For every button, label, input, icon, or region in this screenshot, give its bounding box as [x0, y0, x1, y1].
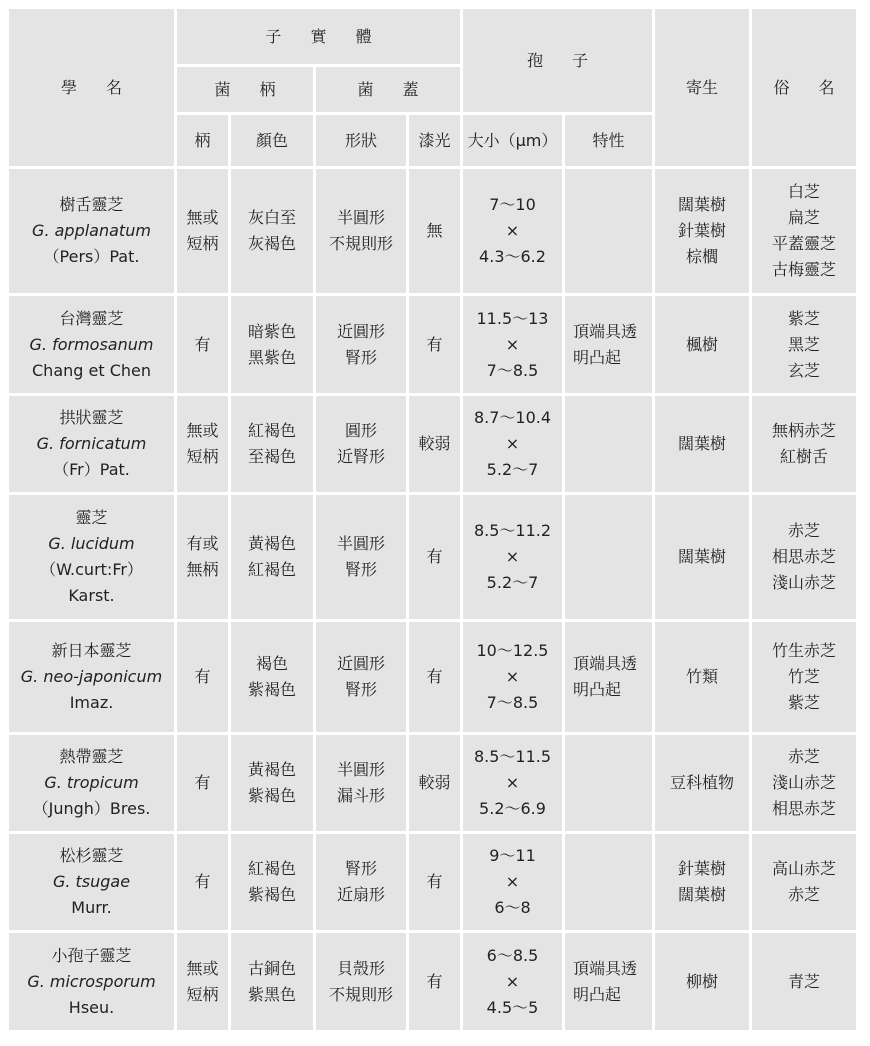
cell-color: [231, 622, 313, 732]
cell-line: 4.3～6.2: [479, 247, 546, 266]
cell-line: 明凸起: [573, 680, 622, 699]
cell-shape: [316, 834, 406, 930]
cell-line: 半圓形: [336, 760, 385, 779]
cell-line: 灰白至: [247, 208, 296, 227]
cell-line: 6～8.5: [486, 945, 539, 965]
cell-line: ×: [505, 872, 520, 891]
cell-common-name: [752, 396, 856, 492]
cell-line: 較弱: [418, 434, 451, 453]
cell-line: 楓樹: [685, 334, 718, 354]
cell-shape: [316, 622, 406, 732]
cell-line: 8.5～11.2: [473, 521, 552, 540]
cell-line: 有: [426, 971, 443, 991]
cell-line: 7～8.5: [486, 693, 539, 712]
cell-scientific-name: [9, 495, 174, 619]
cell-line: G. fornicatum: [36, 434, 147, 453]
cell-line: 紫褐色: [247, 786, 296, 805]
cell-host: [655, 296, 749, 393]
cell-line: 有: [194, 334, 211, 354]
cell-line: Murr.: [71, 898, 112, 917]
cell-line: （Pers）Pat.: [43, 247, 140, 266]
cell-spore-size: [463, 495, 562, 619]
cell-luster: [409, 396, 460, 492]
cell-scientific-name: [9, 933, 174, 1030]
cell-line: 有: [194, 872, 211, 891]
cell-line: 闊葉樹: [677, 547, 726, 566]
cell-line: ×: [505, 667, 520, 686]
cell-line: 熱帶靈芝: [59, 747, 124, 766]
cell-luster: [409, 735, 460, 831]
cell-line: Chang et Chen: [32, 360, 151, 380]
cell-line: 青芝: [787, 971, 820, 991]
cell-luster: [409, 622, 460, 732]
cell-line: 頂端具透: [573, 321, 638, 341]
header-size: 大小（μm）: [463, 115, 562, 166]
cell-line: 針葉樹: [677, 859, 726, 878]
cell-color: [231, 933, 313, 1030]
cell-line: 腎形: [344, 859, 377, 878]
cell-shape: [316, 296, 406, 393]
cell-host: [655, 396, 749, 492]
cell-line: 台灣靈芝: [59, 308, 124, 328]
cell-spore-feature: [565, 834, 652, 930]
cell-scientific-name: [9, 296, 174, 393]
header-stipe-group: 菌 柄: [177, 67, 313, 112]
cell-line: （W.curt:Fr）: [40, 560, 143, 579]
cell-line: 紫黑色: [247, 984, 296, 1004]
cell-stipe: [177, 495, 228, 619]
header-spore: 孢 子: [463, 9, 652, 112]
cell-line: 有或: [186, 534, 219, 553]
cell-luster: [409, 169, 460, 293]
cell-color: [231, 495, 313, 619]
cell-line: 黃褐色: [247, 534, 296, 553]
header-pileus-group: 菌 蓋: [316, 67, 460, 112]
cell-line: 5.2～7: [486, 460, 539, 479]
cell-shape: [316, 495, 406, 619]
header-host: 寄生: [655, 9, 749, 166]
cell-line: ×: [505, 971, 520, 991]
cell-spore-feature: [565, 296, 652, 393]
cell-line: 不規則形: [328, 234, 393, 253]
cell-line: 豆科植物: [669, 773, 734, 792]
cell-line: 暗紫色: [247, 321, 296, 341]
cell-line: 竹芝: [787, 667, 820, 686]
cell-stipe: [177, 622, 228, 732]
cell-scientific-name: [9, 735, 174, 831]
cell-line: Imaz.: [69, 693, 114, 712]
cell-line: G. tsugae: [52, 872, 131, 891]
cell-line: 7～10: [489, 195, 536, 214]
cell-line: 頂端具透: [573, 958, 638, 978]
cell-line: 黃褐色: [247, 760, 296, 779]
cell-luster: [409, 834, 460, 930]
cell-scientific-name: [9, 169, 174, 293]
cell-line: 樹舌靈芝: [59, 195, 124, 214]
cell-line: 7～8.5: [486, 360, 539, 380]
table-row: [9, 296, 856, 393]
cell-line: 紫褐色: [247, 885, 296, 904]
cell-common-name: [752, 735, 856, 831]
cell-line: 近圓形: [336, 321, 385, 341]
cell-line: 無或: [186, 208, 219, 227]
cell-line: 腎形: [344, 347, 377, 367]
cell-line: 平蓋靈芝: [771, 234, 836, 253]
header-stipe: 柄: [177, 115, 228, 166]
header-common-name: 俗 名: [752, 9, 856, 166]
cell-line: 不規則形: [328, 984, 393, 1004]
cell-line: 近腎形: [336, 447, 385, 466]
cell-line: ×: [505, 221, 520, 240]
cell-line: 相思赤芝: [771, 799, 836, 818]
cell-line: 漏斗形: [336, 786, 385, 805]
cell-line: 無: [426, 221, 443, 240]
cell-color: [231, 735, 313, 831]
cell-common-name: [752, 169, 856, 293]
cell-line: ×: [505, 334, 520, 354]
cell-line: 闊葉樹: [677, 195, 726, 214]
cell-line: 腎形: [344, 680, 377, 699]
cell-luster: [409, 495, 460, 619]
cell-stipe: [177, 933, 228, 1030]
cell-line: G. formosanum: [29, 334, 154, 354]
cell-line: 9～11: [489, 846, 536, 865]
cell-common-name: [752, 622, 856, 732]
cell-spore-feature: [565, 933, 652, 1030]
cell-line: 淺山赤芝: [771, 773, 836, 792]
cell-host: [655, 834, 749, 930]
cell-line: 灰褐色: [247, 234, 296, 253]
table-row: [9, 169, 856, 293]
cell-line: 紫芝: [787, 308, 820, 328]
cell-shape: [316, 933, 406, 1030]
header-luster: 漆光: [409, 115, 460, 166]
cell-host: [655, 622, 749, 732]
cell-line: 拱狀靈芝: [59, 408, 124, 427]
table-row: [9, 933, 856, 1030]
cell-luster: [409, 933, 460, 1030]
cell-line: 褐色: [255, 654, 288, 673]
cell-color: [231, 834, 313, 930]
cell-line: ×: [505, 434, 520, 453]
cell-line: 玄芝: [787, 360, 820, 380]
cell-line: 紅樹舌: [779, 447, 828, 466]
cell-color: [231, 296, 313, 393]
cell-spore-feature: [565, 495, 652, 619]
cell-spore-feature: [565, 622, 652, 732]
cell-line: G. lucidum: [48, 534, 135, 553]
cell-spore-size: [463, 296, 562, 393]
cell-line: 紅褐色: [247, 421, 296, 440]
cell-host: [655, 495, 749, 619]
cell-line: 小孢子靈芝: [51, 945, 132, 965]
cell-host: [655, 735, 749, 831]
cell-line: 赤芝: [787, 885, 820, 904]
table-body: [9, 169, 856, 1030]
cell-line: 紫芝: [787, 693, 820, 712]
cell-common-name: [752, 495, 856, 619]
cell-line: 淺山赤芝: [771, 573, 836, 592]
cell-stipe: [177, 735, 228, 831]
cell-spore-feature: [565, 735, 652, 831]
cell-line: 新日本靈芝: [51, 641, 132, 660]
cell-line: 赤芝: [787, 521, 820, 540]
cell-line: 11.5～13: [476, 308, 549, 328]
cell-stipe: [177, 169, 228, 293]
cell-common-name: [752, 933, 856, 1030]
cell-line: 古梅靈芝: [771, 260, 836, 279]
cell-line: 明凸起: [573, 984, 622, 1004]
cell-line: 短柄: [186, 447, 219, 466]
cell-scientific-name: [9, 622, 174, 732]
cell-common-name: [752, 834, 856, 930]
cell-line: 有: [426, 872, 443, 891]
cell-line: 白芝: [787, 182, 820, 201]
cell-line: 8.7～10.4: [473, 408, 552, 427]
cell-line: 赤芝: [787, 747, 820, 766]
cell-spore-size: [463, 933, 562, 1030]
cell-spore-size: [463, 396, 562, 492]
cell-line: 短柄: [186, 234, 219, 253]
cell-line: ×: [505, 547, 520, 566]
cell-host: [655, 169, 749, 293]
cell-line: 10～12.5: [476, 641, 549, 660]
cell-line: G. neo-japonicum: [20, 667, 163, 686]
cell-spore-feature: [565, 396, 652, 492]
cell-line: 5.2～6.9: [479, 799, 546, 818]
cell-line: 半圓形: [336, 208, 385, 227]
cell-stipe: [177, 834, 228, 930]
cell-line: 黑紫色: [247, 347, 296, 367]
cell-line: 靈芝: [75, 508, 108, 527]
table-row: [9, 495, 856, 619]
cell-line: 棕櫚: [685, 247, 718, 266]
header-feature: 特性: [565, 115, 652, 166]
cell-line: 紫褐色: [247, 680, 296, 699]
cell-line: G. tropicum: [44, 773, 139, 792]
cell-line: 竹生赤芝: [771, 641, 836, 660]
header-scientific-name: 學 名: [9, 9, 174, 166]
cell-line: 有: [194, 667, 211, 686]
cell-color: [231, 169, 313, 293]
cell-line: 近圓形: [336, 654, 385, 673]
cell-scientific-name: [9, 396, 174, 492]
table-row: [9, 622, 856, 732]
cell-line: Hseu.: [68, 997, 115, 1017]
cell-line: 相思赤芝: [771, 547, 836, 566]
cell-line: 松杉靈芝: [59, 846, 124, 865]
cell-shape: [316, 396, 406, 492]
cell-line: 竹類: [685, 667, 718, 686]
cell-stipe: [177, 396, 228, 492]
cell-line: 明凸起: [573, 347, 622, 367]
cell-host: [655, 933, 749, 1030]
cell-spore-size: [463, 735, 562, 831]
cell-line: 高山赤芝: [771, 859, 836, 878]
ganoderma-table-container: [9, 9, 856, 1030]
cell-line: 無或: [186, 958, 219, 978]
cell-line: 圓形: [344, 421, 377, 440]
cell-spore-size: [463, 622, 562, 732]
cell-line: 無或: [186, 421, 219, 440]
cell-line: 短柄: [186, 984, 219, 1004]
cell-line: 無柄赤芝: [771, 421, 836, 440]
cell-line: 針葉樹: [677, 221, 726, 240]
cell-color: [231, 396, 313, 492]
table-row: [9, 396, 856, 492]
cell-line: 黑芝: [787, 334, 820, 354]
cell-luster: [409, 296, 460, 393]
cell-line: （Jungh）Bres.: [32, 799, 151, 818]
cell-line: 柳樹: [685, 971, 718, 991]
cell-line: 近扇形: [336, 885, 385, 904]
cell-line: 紅褐色: [247, 560, 296, 579]
cell-spore-size: [463, 169, 562, 293]
cell-line: G. applanatum: [32, 221, 151, 240]
cell-line: 有: [426, 667, 443, 686]
cell-line: 半圓形: [336, 534, 385, 553]
header-fruiting-body: 子 實 體: [177, 9, 460, 64]
cell-stipe: [177, 296, 228, 393]
cell-scientific-name: [9, 834, 174, 930]
cell-line: 頂端具透: [573, 654, 638, 673]
header-shape: 形狀: [316, 115, 406, 166]
cell-line: 貝殼形: [336, 958, 385, 978]
cell-line: （Fr）Pat.: [53, 460, 130, 479]
cell-shape: [316, 169, 406, 293]
cell-line: 無柄: [186, 560, 219, 579]
header-color: 顏色: [231, 115, 313, 166]
cell-common-name: [752, 296, 856, 393]
cell-line: 闊葉樹: [677, 434, 726, 453]
cell-line: 5.2～7: [486, 573, 539, 592]
table-row: [9, 834, 856, 930]
cell-line: 扁芝: [787, 208, 820, 227]
cell-line: 紅褐色: [247, 859, 296, 878]
cell-line: 有: [194, 773, 211, 792]
cell-line: 6～8: [494, 898, 531, 917]
cell-line: 有: [426, 334, 443, 354]
cell-line: Karst.: [68, 586, 115, 605]
cell-spore-size: [463, 834, 562, 930]
cell-line: 較弱: [418, 773, 451, 792]
ganoderma-comparison-table: [6, 6, 859, 1033]
cell-line: 古銅色: [247, 958, 296, 978]
cell-spore-feature: [565, 169, 652, 293]
cell-line: 腎形: [344, 560, 377, 579]
cell-line: 4.5～5: [486, 997, 539, 1017]
table-row: [9, 735, 856, 831]
cell-shape: [316, 735, 406, 831]
cell-line: 8.5～11.5: [473, 747, 552, 766]
cell-line: 至褐色: [247, 447, 296, 466]
cell-line: 有: [426, 547, 443, 566]
cell-line: ×: [505, 773, 520, 792]
cell-line: G. microsporum: [27, 971, 156, 991]
cell-line: 闊葉樹: [677, 885, 726, 904]
